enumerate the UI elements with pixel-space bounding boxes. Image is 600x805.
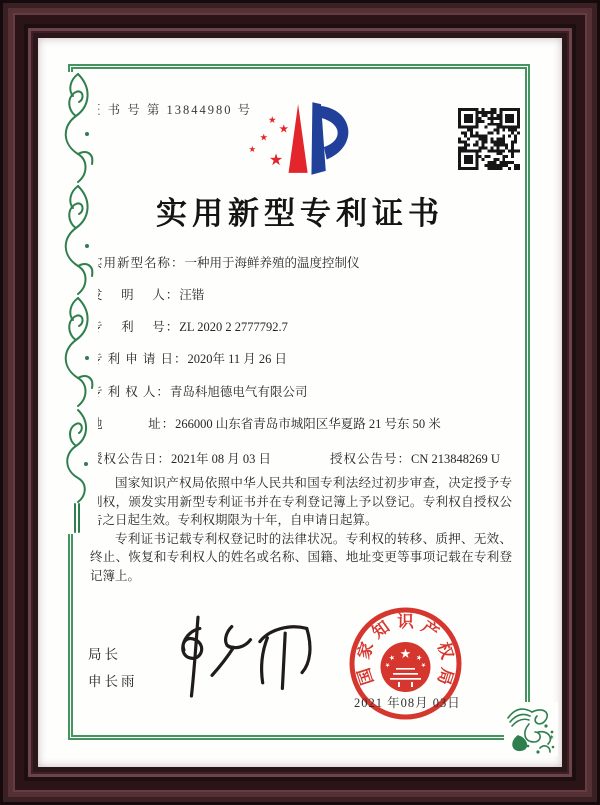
grant-no-label: 授权公告号： xyxy=(330,452,412,466)
legal-paragraph-1: 国家知识产权局依照中华人民共和国专利法经过初步审查，决定授予专利权，颁发实用新型专利证书并在专利登记簿上予以登记。专利权自授权公告之日起生效。专利权期限为十年，自申请日起算。 xyxy=(90,476,512,527)
field-label: 专 利 申 请 日： xyxy=(90,352,188,366)
corner-floral-ornament-icon xyxy=(504,702,558,756)
director-block xyxy=(88,641,138,695)
director-name: 申长雨 xyxy=(88,674,138,689)
field-row-patentee xyxy=(90,382,520,402)
svg-text:★: ★ xyxy=(268,116,277,127)
field-value: 汪锴 xyxy=(179,288,205,302)
svg-text:✶: ✶ xyxy=(548,733,555,742)
field-row-inventor xyxy=(90,285,520,305)
svg-text:★: ★ xyxy=(248,143,257,154)
field-label: 专 利 权 人： xyxy=(90,385,170,399)
svg-text:★: ★ xyxy=(399,646,412,661)
svg-text:★: ★ xyxy=(418,661,427,670)
seal-date: 2021 年08月 03日 xyxy=(354,696,461,710)
field-label: 发 明 人： xyxy=(90,288,180,302)
svg-text:★: ★ xyxy=(278,123,289,136)
svg-text:★: ★ xyxy=(384,661,393,670)
field-label: 实用新型名称： xyxy=(90,256,185,270)
field-label: 专 利 号： xyxy=(90,320,180,334)
field-value: 2020年 11 月 26 日 xyxy=(187,352,288,366)
svg-text:产: 产 xyxy=(417,616,443,643)
field-value: ZL 2020 2 2777792.7 xyxy=(179,320,288,334)
field-row-name xyxy=(90,253,520,273)
svg-text:家: 家 xyxy=(353,639,378,662)
svg-text:识: 识 xyxy=(397,612,414,631)
svg-text:★: ★ xyxy=(268,151,284,170)
field-value: 一种用于海鲜养殖的温度控制仪 xyxy=(184,256,360,270)
field-row-address xyxy=(90,414,520,434)
field-label: 地 址： xyxy=(90,417,176,431)
svg-text:局: 局 xyxy=(433,665,458,688)
qr-code xyxy=(458,108,520,170)
handwritten-signature-icon xyxy=(168,612,318,704)
certificate-title: 实用新型专利证书 xyxy=(156,196,444,231)
cnipa-logo-icon xyxy=(238,92,362,184)
legal-paragraph-2: 专利证书记载专利权登记时的法律状况。专利权的转移、质押、无效、终止、恢复和专利权人的姓名或名称、国籍、地址变更等事项记载在专利登记簿上。 xyxy=(90,531,512,583)
field-row-grant xyxy=(90,449,520,469)
director-title: 局长 xyxy=(88,647,121,662)
certificate-number: 证 书 号 第 13844980 号 xyxy=(88,103,253,117)
svg-text:国: 国 xyxy=(353,665,378,688)
vine-ornament-icon xyxy=(54,72,98,534)
svg-text:★: ★ xyxy=(259,133,269,144)
svg-text:权: 权 xyxy=(433,639,458,662)
field-row-patent-no xyxy=(90,317,520,337)
national-emblem-icon xyxy=(381,642,431,692)
svg-text:★: ★ xyxy=(414,653,424,663)
field-value: 266000 山东省青岛市城阳区华夏路 21 号东 50 米 xyxy=(175,417,441,431)
grant-date-label: 授权公告日： xyxy=(90,452,172,466)
field-value: 青岛科旭德电气有限公司 xyxy=(169,385,308,399)
svg-text:★: ★ xyxy=(387,653,397,663)
svg-text:知: 知 xyxy=(368,616,394,643)
grant-date-value: 2021年 08 月 03 日 xyxy=(171,452,272,466)
grant-no-value: CN 213848269 U xyxy=(411,452,500,466)
field-row-filing-date xyxy=(90,349,520,369)
legal-text xyxy=(90,474,512,585)
